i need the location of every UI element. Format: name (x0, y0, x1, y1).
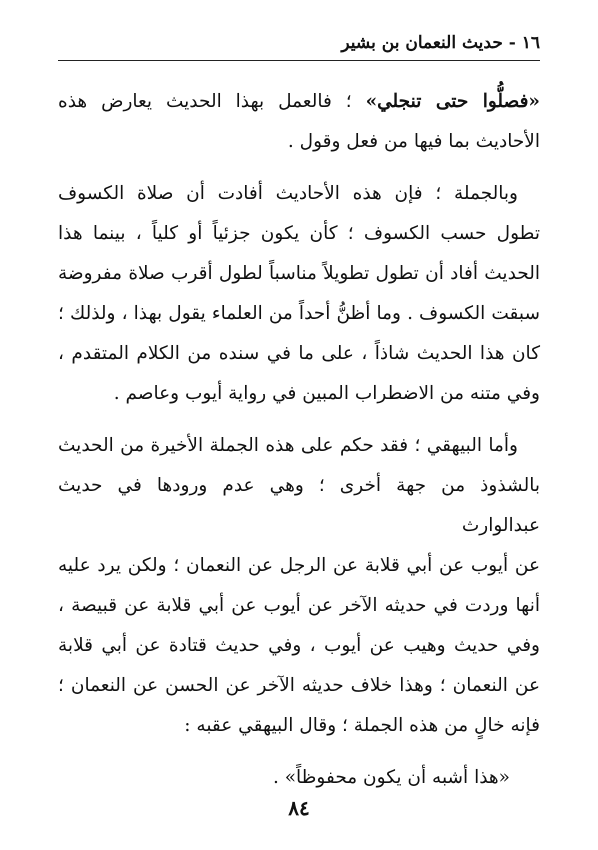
text-line: وبالجملة ؛ فإن هذه الأحاديث أفادت أن صلاة الكسوف (58, 183, 518, 204)
text-line: الأحاديث بما فيها من فعل وقول . (287, 131, 540, 152)
text-line: الحديث أفاد أن تطول تطويلاً مناسباً لطول أقرب صلاة مفروضة (58, 263, 540, 284)
text-line: بالشذوذ من جهة أخرى ؛ وهي عدم ورودها في حديث عبدالوارث (58, 475, 540, 536)
text-line: تطول حسب الكسوف ؛ كأن يكون جزئياً أو كلياً ، بينما هذا (58, 223, 540, 244)
line-text: ؛ فالعمل بهذا الحديث يعارض هذه (58, 91, 366, 112)
text-line: وفي حديث وهيب عن أيوب ، وفي حديث قتادة عن أبي قلابة (58, 635, 540, 656)
text-line: وأما البيهقي ؛ فقد حكم على هذه الجملة الأخيرة من الحديث (58, 435, 518, 456)
text-line (58, 82, 540, 122)
page-number: ٨٤ (288, 796, 310, 820)
quote-tail: . (272, 767, 285, 788)
text-line (58, 758, 510, 798)
text-line: عن النعمان ؛ وهذا خلاف حديثه الآخر عن الحسن عن النعمان ؛ (58, 675, 540, 696)
text-line: سبقت الكسوف . وما أظنُّ أحداً من العلماء يقول بهذا ، ولذلك ؛ (58, 303, 540, 324)
text-line: عن أيوب عن أبي قلابة عن الرجل عن النعمان ؛ ولكن يرد عليه (58, 555, 540, 576)
text-line: فإنه خالٍ من هذه الجملة ؛ وقال البيهقي عقبه : (184, 715, 540, 736)
paragraph-3 (58, 426, 540, 746)
text-line: وفي متنه من الاضطراب المبين في رواية أيوب وعاصم . (113, 383, 540, 404)
quoted-text: «هذا أشبه أن يكون محفوظاً» (284, 767, 510, 788)
closing-quote (58, 758, 540, 798)
paragraph-2 (58, 174, 540, 414)
running-header: ١٦ - حديث النعمان بن بشير (341, 33, 540, 53)
text-line: كان هذا الحديث شاذاً ، على ما في سنده من الكلام المتقدم ، (58, 343, 540, 364)
header-rule (58, 60, 540, 61)
page-body (58, 82, 540, 798)
paragraph-1 (58, 82, 540, 162)
hadith-quote: «فصلُّوا حتى تنجلي» (365, 91, 540, 112)
text-line: أنها وردت في حديثه الآخر عن أيوب عن أبي قلابة عن قبيصة ، (58, 595, 540, 616)
